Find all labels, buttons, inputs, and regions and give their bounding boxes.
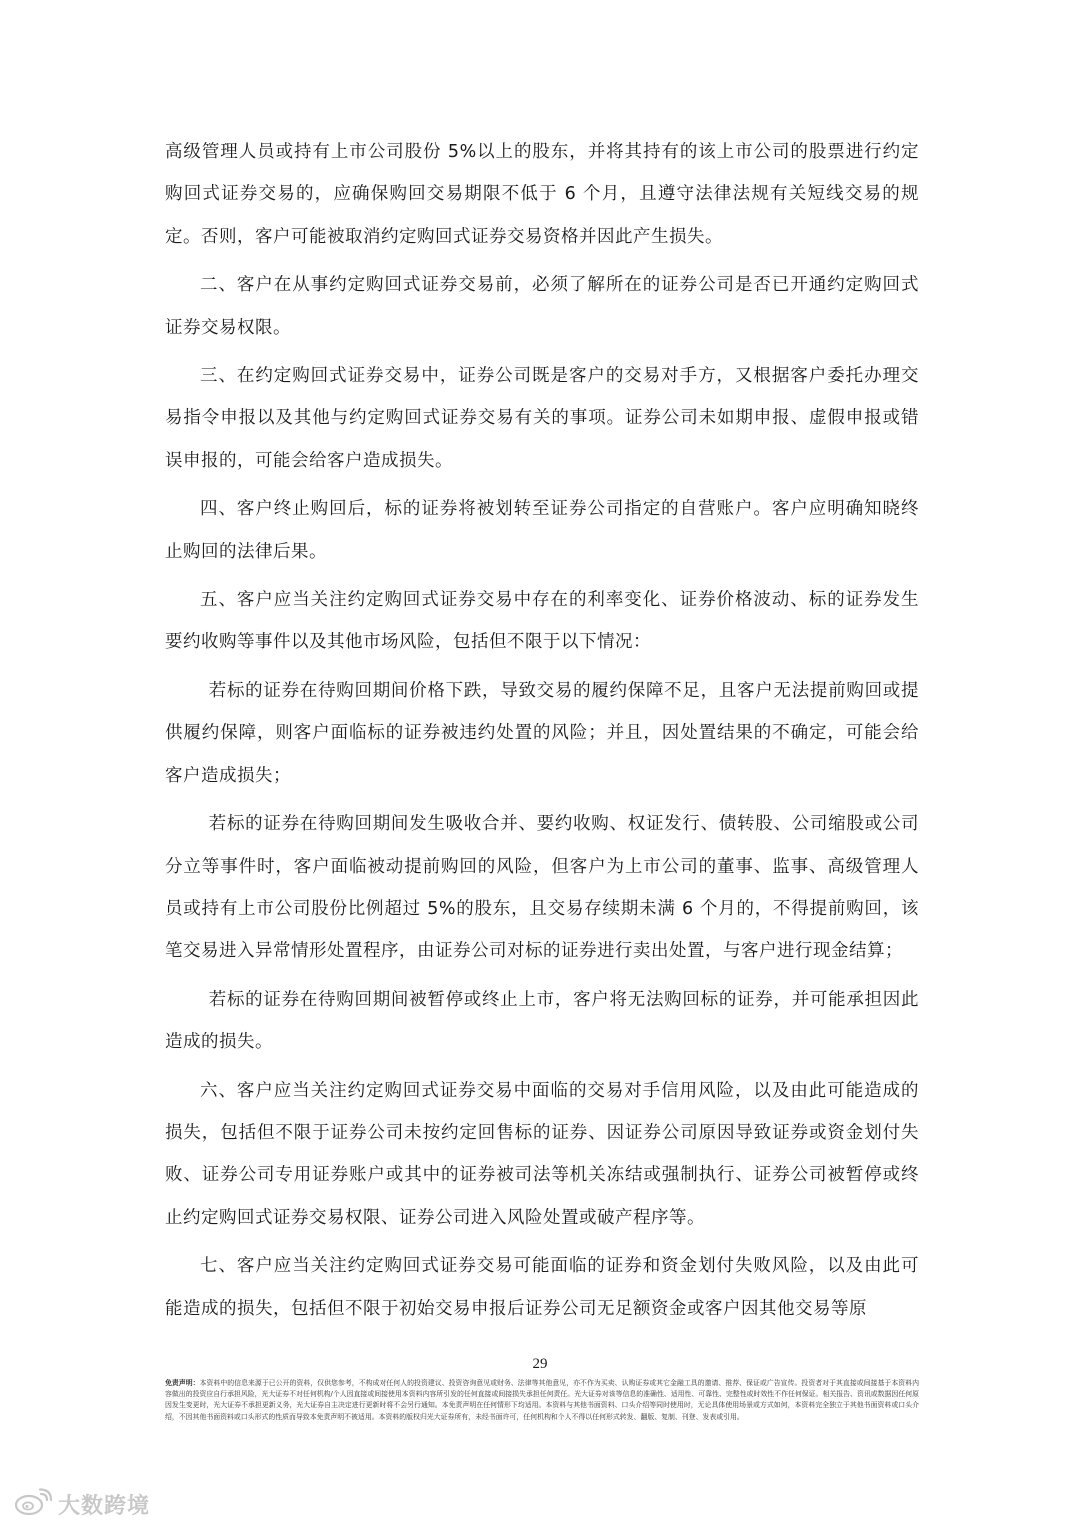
- paragraph: 若标的证券在待购回期间被暂停或终止上市，客户将无法购回标的证券，并可能承担因此造成的损失。: [165, 989, 919, 1053]
- disclaimer-text: 本资料中的信息来源于已公开的资料，仅供您参考，不构成对任何人的投资建议、投资咨询意见或财务、法律等其他意见，亦不作为买卖、认购证券或其它金融工具的邀请、推荐、保证或广告宣传。投资者对于其直接或间接基于本资料内容做出的投资应自行承担风险，光大证券不对任何机构/个人因直接或间接使用本资料内容所引发的任何直接或间接损失承担任何责任。光大证券对该等信息的准确性、适用性、可靠性、完整性或时效性不作任何保证。相关报告、资讯或数据因任何原因发生变更时，光大证券不承担更新义务，光大证券自主决定进行更新时将不会另行通知。本免责声明在任何情形下均适用。本资料与其他书面资料、口头介绍等同时使用时，无论具体使用场景或方式如何，本资料完全独立于其他书面资料或口头介绍，不因其他书面资料或口头形式的性质而导致本免责声明不被适用。本资料的版权归光大证券所有，未经书面许可，任何机构和个人不得以任何形式转发、翻版、复制、刊登、发表或引用。: [165, 1379, 919, 1421]
- body-text: [165, 131, 919, 1336]
- disclaimer-label: 免责声明：: [165, 1379, 200, 1387]
- paragraph: 五、客户应当关注约定购回式证券交易中存在的利率变化、证券价格波动、标的证券发生要约收购等事件以及其他市场风险，包括但不限于以下情况：: [165, 590, 919, 653]
- watermark-text: 大数跨境: [58, 1493, 151, 1519]
- paragraph: 六、客户应当关注约定购回式证券交易中面临的交易对手信用风险，以及由此可能造成的损失，包括但不限于证券公司未按约定回售标的证券、因证券公司原因导致证券或资金划付失败、证券公司专用证券账户或其中的证券被司法等机关冻结或强制执行、证券公司被暂停或终止约定购回式证券交易权限、证券公司进入风险处置或破产程序等。: [165, 1080, 919, 1228]
- paragraph: 若标的证券在待购回期间发生吸收合并、要约收购、权证发行、债转股、公司缩股或公司分立等事件时，客户面临被动提前购回的风险，但客户为上市公司的董事、监事、高级管理人员或持有上市公司股份比例超过 5%的股东，且交易存续期未满 6 个月的，不得提前购回，该笔交易进入异常情形处置程序，由证券公司对标的证券进行卖出处置，与客户进行现金结算；: [165, 814, 919, 962]
- paragraph: 七、客户应当关注约定购回式证券交易可能面临的证券和资金划付失败风险，以及由此可能造成的损失，包括但不限于初始交易申报后证券公司无足额资金或客户因其他交易等原: [165, 1256, 919, 1319]
- disclaimer: [165, 1378, 919, 1423]
- watermark: [14, 1488, 150, 1520]
- paragraph: 若标的证券在待购回期间价格下跌，导致交易的履约保障不足，且客户无法提前购回或提供履约保障，则客户面临标的证券被违约处置的风险；并且，因处置结果的不确定，可能会给客户造成损失；: [165, 680, 919, 786]
- paragraph: 二、客户在从事约定购回式证券交易前，必须了解所在的证券公司是否已开通约定购回式证券交易权限。: [165, 275, 919, 338]
- weibo-logo-icon: [14, 1488, 52, 1520]
- page-number: 29: [532, 1356, 548, 1372]
- paragraph: 高级管理人员或持有上市公司股份 5%以上的股东，并将其持有的该上市公司的股票进行约定购回式证券交易的，应确保购回交易期限不低于 6 个月，且遵守法律法规有关短线交易的规定。否则，客户可能被取消约定购回式证券交易资格并因此产生损失。: [165, 142, 919, 247]
- paragraph: 四、客户终止购回后，标的证券将被划转至证券公司指定的自营账户。客户应明确知晓终止购回的法律后果。: [165, 499, 919, 562]
- paragraph: 三、在约定购回式证券交易中，证券公司既是客户的交易对手方，又根据客户委托办理交易指令申报以及其他与约定购回式证券交易有关的事项。证券公司未如期申报、虚假申报或错误申报的，可能会给客户造成损失。: [165, 366, 919, 471]
